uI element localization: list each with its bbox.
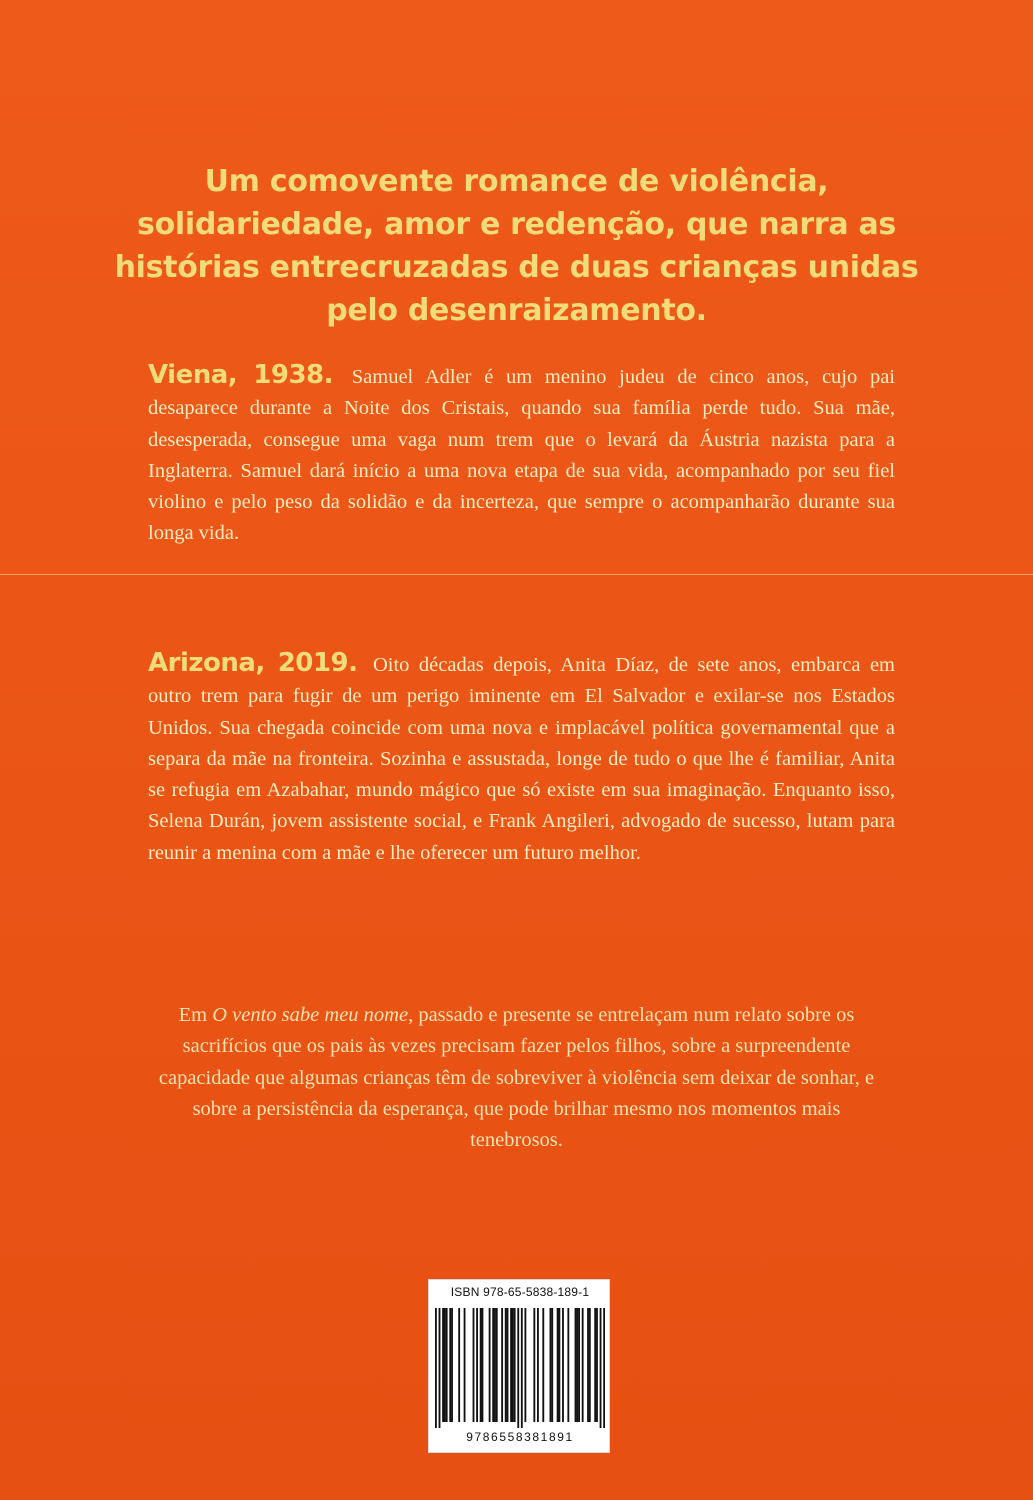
barcode-bar [435, 1308, 437, 1428]
section-viena [148, 360, 895, 550]
barcode-digits: 9786558381891 [466, 1430, 574, 1444]
barcode-bar [505, 1308, 507, 1422]
barcode-bar [521, 1308, 523, 1428]
section-arizona-heading: Arizona, 2019. [148, 648, 358, 678]
barcode-bar [507, 1308, 509, 1422]
barcode-bar [439, 1308, 441, 1428]
barcode-bar [489, 1308, 491, 1422]
barcode-bar [446, 1308, 448, 1422]
barcode-bar [596, 1308, 598, 1422]
barcode-bar [582, 1308, 584, 1422]
isbn-label: ISBN 978-65-5838-189-1 [450, 1285, 590, 1299]
section-viena-heading: Viena, 1938. [148, 360, 334, 390]
section-arizona-text: Oito décadas depois, Anita Díaz, de sete anos, embarca em outro trem para fugir de um perigo iminente em El Salvador e exilar-se nos Estados Unidos. Sua chegada coincide com uma nova e implacável política governamental que a separa da mãe na fronteira. Sozinha e assustada, longe de tudo o que lhe é familiar, Anita se refugia em Azabahar, mundo mágico que só existe em sua imaginação. Enquanto isso, Selena Durán, jovem assistente social, e Frank Angileri, advogado de sucesso, lutam para reunir a menina com a mãe e lhe oferecer um futuro melhor. [148, 654, 896, 864]
barcode-bar [562, 1308, 564, 1422]
barcode-bar [594, 1308, 596, 1422]
barcode-bar [494, 1308, 496, 1422]
barcode-bar [533, 1308, 535, 1422]
closing-paragraph [155, 1000, 878, 1156]
barcode-bar [480, 1308, 482, 1422]
barcode-bar [510, 1308, 512, 1422]
barcode-bar [524, 1308, 526, 1422]
barcode-bar [476, 1308, 478, 1422]
barcode-bar [550, 1308, 552, 1422]
barcode-bar [496, 1308, 498, 1422]
barcode-bar [603, 1308, 605, 1428]
barcode-bar [537, 1308, 539, 1422]
book-title: O vento sabe meu nome [212, 1004, 409, 1026]
barcode-bar [517, 1308, 519, 1428]
barcode-bar [464, 1308, 466, 1422]
barcode-bar [567, 1308, 569, 1422]
tagline: Um comovente romance de violência, solidariedade, amor e redenção, que narra as histórias entrecruzadas de duas crianças unidas pelo desenraizamento. [114, 164, 919, 328]
barcode-bar [558, 1308, 560, 1422]
barcode-bar [482, 1308, 484, 1422]
barcode-bar [449, 1308, 451, 1422]
closing-prefix: Em [178, 1004, 208, 1026]
barcode-bar [600, 1308, 602, 1428]
barcode-bar [492, 1308, 494, 1422]
barcode-bar [512, 1308, 514, 1422]
barcode-bar [578, 1308, 580, 1422]
barcode-bar [473, 1308, 475, 1422]
barcode-bar [576, 1308, 578, 1422]
closing-text: , passado e presente se entrelaçam num relato sobre os sacrifícios que os pais às vezes precisam fazer pelos filhos, sobre a surpreendente capacidade que algumas crianças têm de sobreviver à violência sem deixar de sonhar, e sobre a persistência da esperança, que pode brilhar mesmo nos momentos mais tenebrosos. [158, 1004, 875, 1152]
barcode-bar [575, 1308, 577, 1422]
barcode-bar [514, 1308, 516, 1422]
barcode-bars [435, 1308, 605, 1428]
barcode-bar [542, 1308, 544, 1422]
barcode-bar [589, 1308, 591, 1422]
barcode-bar [458, 1308, 460, 1422]
barcode-bar [587, 1308, 589, 1422]
section-viena-text: Samuel Adler é um menino judeu de cinco anos, cujo pai desaparece durante a Noite dos Cristais, quando sua família perde tudo. Sua mãe, desesperada, consegue uma vaga num trem que o levará da Áustria nazista para a Inglaterra. Samuel dará início a uma nova etapa de sua vida, acompanhado por seu fiel violino e pelo peso da solidão e da incerteza, que sempre o acompanharão durante sua longa vida. [148, 366, 896, 545]
barcode-bar [451, 1308, 453, 1422]
barcode-bar [442, 1308, 444, 1422]
barcode-bar [501, 1308, 503, 1422]
barcode-bar [557, 1308, 559, 1422]
barcode-bar [551, 1308, 553, 1422]
barcode-panel [428, 1279, 610, 1453]
barcode-bar [444, 1308, 446, 1422]
section-arizona [148, 648, 895, 869]
cover-fold-line [0, 574, 1033, 575]
